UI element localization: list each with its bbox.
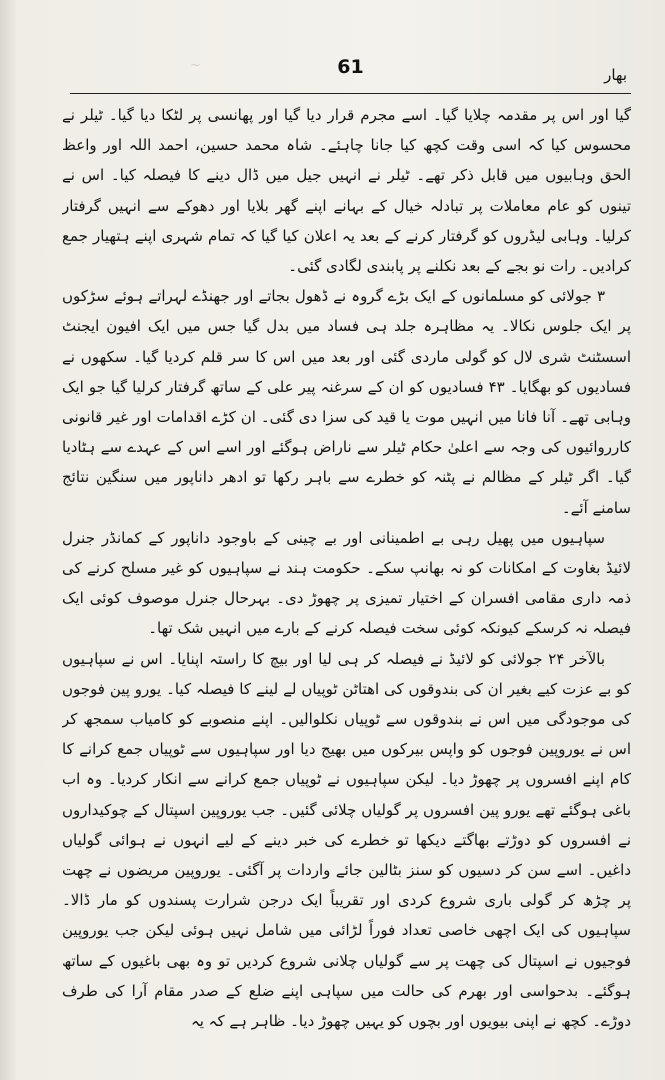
body-text — [62, 100, 631, 1060]
faint-stamp-mark: ~ — [190, 58, 201, 73]
paragraph-3: سپاہیوں میں پھیل رہی بے اطمینانی اور بے چینی کے باوجود داناپور کے کمانڈر جنرل لائیڈ بغاوت کے امکانات کو نہ بھانپ سکے۔ حکومت ہند نے سپاہیوں کو غیر مسلح کرنے کی ذمہ داری مقامی افسران کے اختیار تمیزی پر چھوڑ دی۔ بہرحال جنرل موصوف کوئی ایک فیصلہ نہ کرسکے کیونکہ کوئی سخت فیصلہ کرنے کے بارے میں انہیں شک تھا۔ — [62, 528, 631, 638]
running-title: بھار — [604, 66, 627, 84]
paragraph-2: ۳ جولائی کو مسلمانوں کے ایک بڑے گروہ نے ڈھول بجاتے اور جھنڈے لہراتے ہوئے سڑکوں پر ایک جلوس نکالا۔ یہ مظاہرہ جلد ہی فساد میں بدل گیا جس میں ایک افیون ایجنٹ اسسٹنٹ شری لال کو گولی ماردی گئی اور بعد میں اس کا سر قلم کردیا گیا۔ سکھوں نے فسادیوں کو بھگایا۔ ۴۳ فسادیوں کو ان کے سرغنہ پیر علی کے ساتھ گرفتار کرلیا گیا جو ایک وہابی تھے۔ آنا فانا میں انہیں موت یا قید کی سزا دی گئی۔ ان کڑے اقدامات اور غیر قانونی کارروائیوں کی وجہ سے اعلیٰ حکام ٹیلر سے ناراض ہوگئے اور اسے اس کے عہدے سے ہٹادیا گیا۔ اگر ٹیلر کے مظالم نے پٹنہ کو خطرے سے باہر رکھا تو ادھر داناپور میں سنگین نتائج سامنے آئے۔ — [62, 287, 631, 517]
paragraph-4: بالآخر ۲۴ جولائی کو لائیڈ نے فیصلہ کر ہی لیا اور بیچ کا راستہ اپنایا۔ اس نے سپاہیوں کو بے عزت کیے بغیر ان کی بندوقوں کی اھتاٹن ٹوپیاں لے لینے کا فیصلہ کیا۔ یورو پین فوجوں کی موجودگی میں اس نے بندوقوں سے ٹوپیاں نکلوالیں۔ اپنے منصوبے کو کامیاب سمجھ کر اس نے یوروپین فوجوں کو واپس بیرکوں میں بھیج دیا اور سپاہیوں سے ٹوپیاں جمع کرانے کا کام اپنے افسروں پر چھوڑ دیا۔ لیکن سپاہیوں نے ٹوپیاں جمع کرانے سے انکار کردیا۔ وہ اب باغی ہوگئے تھے یورو پین افسروں پر گولیاں چلائی گئیں۔ جب یوروپین اسپتال کے چوکیداروں نے افسروں کو دوڑتے بھاگتے دیکھا تو خطرے کی خبر دینے کے لیے انہوں نے ہوائی گولیاں داغیں۔ اسے سن کر دسیوں کو سنز بٹالین جائے واردات پر آگئی۔ یوروپین مریضوں نے چھت پر چڑھ کر گولی باری شروع کردی اور تقریباً ایک درجن شرارت پسندوں کو مار ڈالا۔ سپاہیوں کی ایک اچھی خاصی تعداد فوراً لڑائی میں شامل نہیں ہوئی لیکن جب یوروپین فوجیوں نے اسپتال کی چھت پر سے گولیاں چلانی شروع کردیں تو وہ بھی باغیوں کے ساتھ ہوگئے۔ بدحواسی اور بھرم کی حالت میں سپاہی اپنے ضلع کے صدر مقام آرا کی طرف دوڑے۔ کچھ نے اپنی بیویوں اور بچوں کو یہیں چھوڑ دیا۔ ظاہر ہے کہ یہ — [62, 649, 631, 1031]
paragraph-1: گیا اور اس پر مقدمہ چلایا گیا۔ اسے مجرم قرار دیا گیا اور پھانسی پر لٹکا دیا گیا۔ ٹیلر نے محسوس کیا کہ اسی وقت کچھ کیا جانا چاہئے۔ شاہ محمد حسین، احمد اللہ اور واعظ الحق وہابیوں میں قابل ذکر تھے۔ ٹیلر نے انہیں جیل میں ڈال دینے کا فیصلہ کیا۔ اس نے تینوں کو عام معاملات پر تبادلہ خیال کے بہانے اپنے گھر بلایا اور دھوکے سے انہیں گرفتار کرلیا۔ وہابی لیڈروں کو گرفتار کرنے کے بعد یہ اعلان کیا گیا کہ تمام شہری اپنے ہتھیار جمع کرادیں۔ رات نو بجے کے بعد نکلنے پر پابندی لگادی گئی۔ — [62, 106, 631, 276]
page-header — [70, 56, 631, 92]
page-number: 61 — [337, 56, 364, 78]
header-rule — [70, 93, 631, 94]
